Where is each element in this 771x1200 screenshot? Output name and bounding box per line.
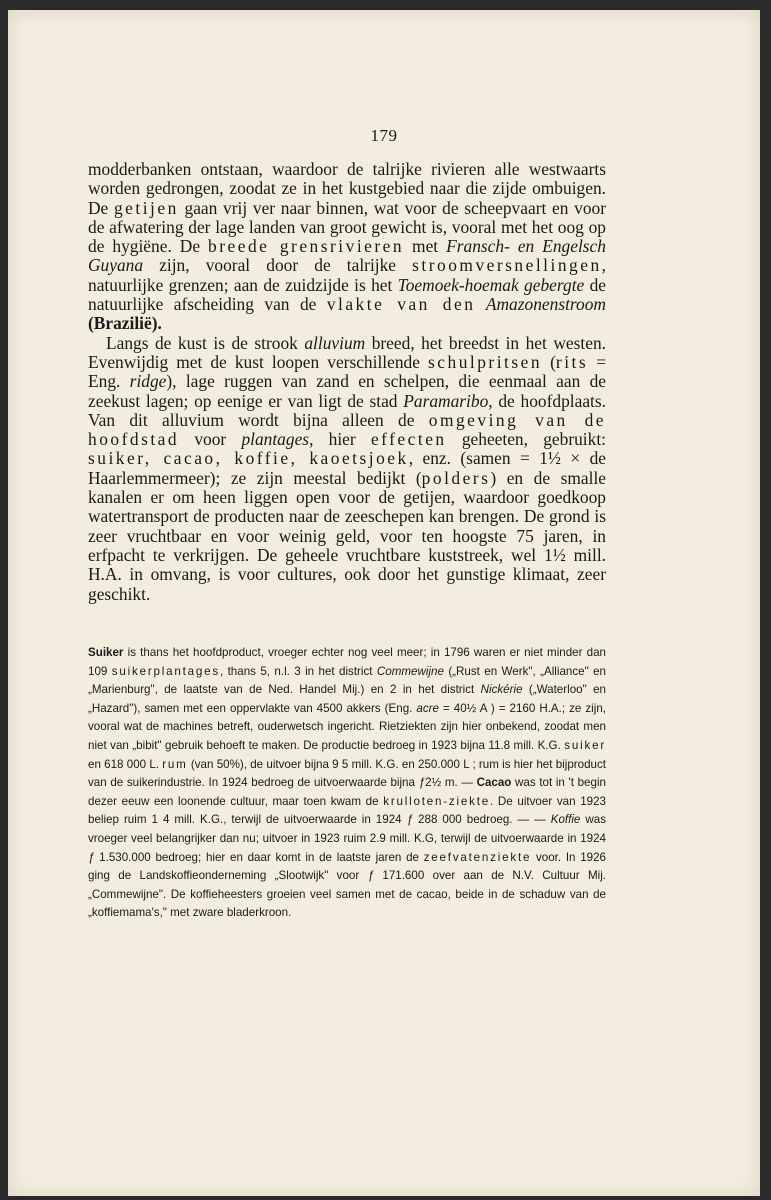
italic-term: Nickérie [480,683,523,697]
italic-term: ridge [129,371,167,392]
text-run: 2½ m. — [425,776,477,790]
main-text [88,160,606,604]
italic-term: Toemoek-hoemak gebergte [397,274,585,295]
text-run: ) en de smalle kanalen er om heen liggen open voor de getijen, waardoor goedkoop watertransport de producten naar de zeeschepen kan brengen. De grond is zeer vruchtbaar en voor weinig geld, voor ten hoogste 75 jaren, in erfpacht te verkrijgen. De geheele vruchtbare kuststreek, wel 1½ mill. H.A. in omvang, is voor cultures, ook door het gunstige klimaat, zeer geschikt. [88,467,606,604]
text-run: , hier [309,429,371,450]
text-run: zijn, vooral door de talrijke [143,255,413,276]
text-run: ), lage ruggen van zand en schelpen, die eenmaal aan de zeekust lagen; op eenige er van ligt de stad [88,371,606,411]
spaced-term: suiker, cacao, koffie, kaoetsjoek [88,448,409,469]
italic-term: Commewijne [376,664,444,678]
text-run: („Waterloo" en „Hazard"), samen met een oppervlakte van 4500 akkers (Eng. [88,683,606,715]
spaced-term: krulloten-ziekte [383,794,491,808]
bold-term: (Brazilië). [88,313,162,334]
italic-term: alluvium [304,332,366,353]
book-page [8,10,760,1196]
text-run: = 40½ A ) = 2160 H.A.; ze zijn, vooral wat de machines betreft, ouderwetsch ingericht. Rietziekten zijn hier onbekend, zoodat men niet van „bibit" gebruik behoeft te maken. De productie bedroeg in 1923 bijna 11.8 mill. K.G. [88,701,606,752]
text-run: is thans het hoofdproduct, vroeger echter nog veel meer; in 1796 waren er niet minder dan 109 [88,646,606,678]
text-run: voor. In 1926 ging de Landskoffieonderneming „Slootwijk" voor [88,850,607,883]
spaced-term: polders [421,467,491,488]
paragraph-2 [88,334,606,604]
text-run: geheeten, gebruikt: [446,429,606,450]
text-run: breed, het breedst in het westen. Evenwijdig met de kust loopen verschillende [88,332,606,372]
footnote-text [88,644,606,923]
text-run: , natuurlijke grenzen; aan de zuidzijde is het [88,255,606,295]
italic-term: ƒ [367,869,375,883]
italic-term: acre [416,701,439,715]
page-number: 179 [370,126,398,145]
text-run: 1.530.000 bedroeg; hier en daar komt in de laatste jaren de [94,850,424,864]
text-run: (van 50%), de uitvoer bijna 9 5 mill. K.G. en 250.000 L ; rum is hier het bijproduct van de suikerindustrie. In 1924 bedroeg de uitvoerwaarde bijna [88,757,606,790]
text-run: de natuurlijke afscheiding van de [88,274,606,315]
text-run: en 618 000 L. [88,757,163,771]
text-run: , thans 5, n.l. 3 in het district [219,664,377,678]
bold-term: Suiker [88,646,124,659]
italic-term: ƒ [88,850,95,864]
italic-term: ƒ [406,813,414,827]
text-run: was vroeger veel belangrijker dan nu; uitvoer in 1923 ruim 2.9 mill. K.G, terwijl de uitvoerwaarde in 1924 [88,813,606,845]
italic-term: Paramaribo [403,390,489,411]
bold-term: Cacao [476,776,512,790]
paragraph-1 [88,160,606,334]
italic-term: ƒ [418,776,426,790]
text-run: gaan vrij ver naar binnen, wat voor de scheepvaart en voor de afwatering der lage landen van groot gewicht is, vooral met het oog op de hygiëne. De [88,197,606,257]
text-run: voor [179,429,242,450]
italic-term: plantages [241,429,310,450]
text-run [475,294,485,314]
spaced-term: rits [555,351,589,372]
text-run: Langs de kust is de strook [106,332,305,353]
spaced-term: suiker [564,738,606,752]
spaced-term: schulpritsen [428,351,543,372]
text-run: 171.600 over aan de N.V. Cultuur Mij. „Commewijne". De koffieheesters groeien veel samen met de cacao, beide in de schaduw van de „koffiemama's," met zware bladerkroon. [88,869,607,920]
text-run: was tot in 't begin dezer eeuw een loonende cultuur, maar toen kwam de [88,776,606,808]
spaced-term: omgeving van de hoofdstad [88,409,606,450]
text-run: . De uitvoer van 1923 beliep ruim 1 4 mill. K.G., terwijl de uitvoerwaarde in 1924 [88,794,606,827]
spaced-term: breede grensrivieren [208,236,405,257]
spaced-term: suikerplantages [111,664,220,678]
italic-term: Koffie [550,813,581,827]
text-run: = Eng. [88,351,606,392]
text-run: modderbanken ontstaan, waardoor de talrijke rivieren alle westwaarts worden gedrongen, zoodat ze in het kustgebied naar die zijde ombuigen. De [88,159,606,218]
spaced-term: zeefvatenziekte [423,850,532,864]
text-run: ( [542,351,556,372]
italic-term: Fransch- en Engelsch Guyana [88,236,606,276]
spaced-term: stroomversnellingen [412,255,602,276]
text-run: met [404,236,447,257]
text-run: , enz. (samen = 1½ × de Haarlemmermeer); ze zijn meestal bedijkt ( [88,448,606,488]
spaced-term: getijen [113,197,179,218]
text-run: 288 000 bedroeg. — — [413,813,551,827]
text-run: („Rust en Werk", „Alliance" en „Marienburg", de laatste van de Ned. Handel Mij.) en 2 in het district [88,664,606,697]
spaced-term: effecten [370,429,447,450]
italic-term: Amazonenstroom [485,294,606,315]
text-run: , de hoofdplaats. Van dit alluvium wordt bijna alleen de [88,390,606,430]
spaced-term: rum [162,757,188,771]
spaced-term: vlakte van den [326,294,476,315]
